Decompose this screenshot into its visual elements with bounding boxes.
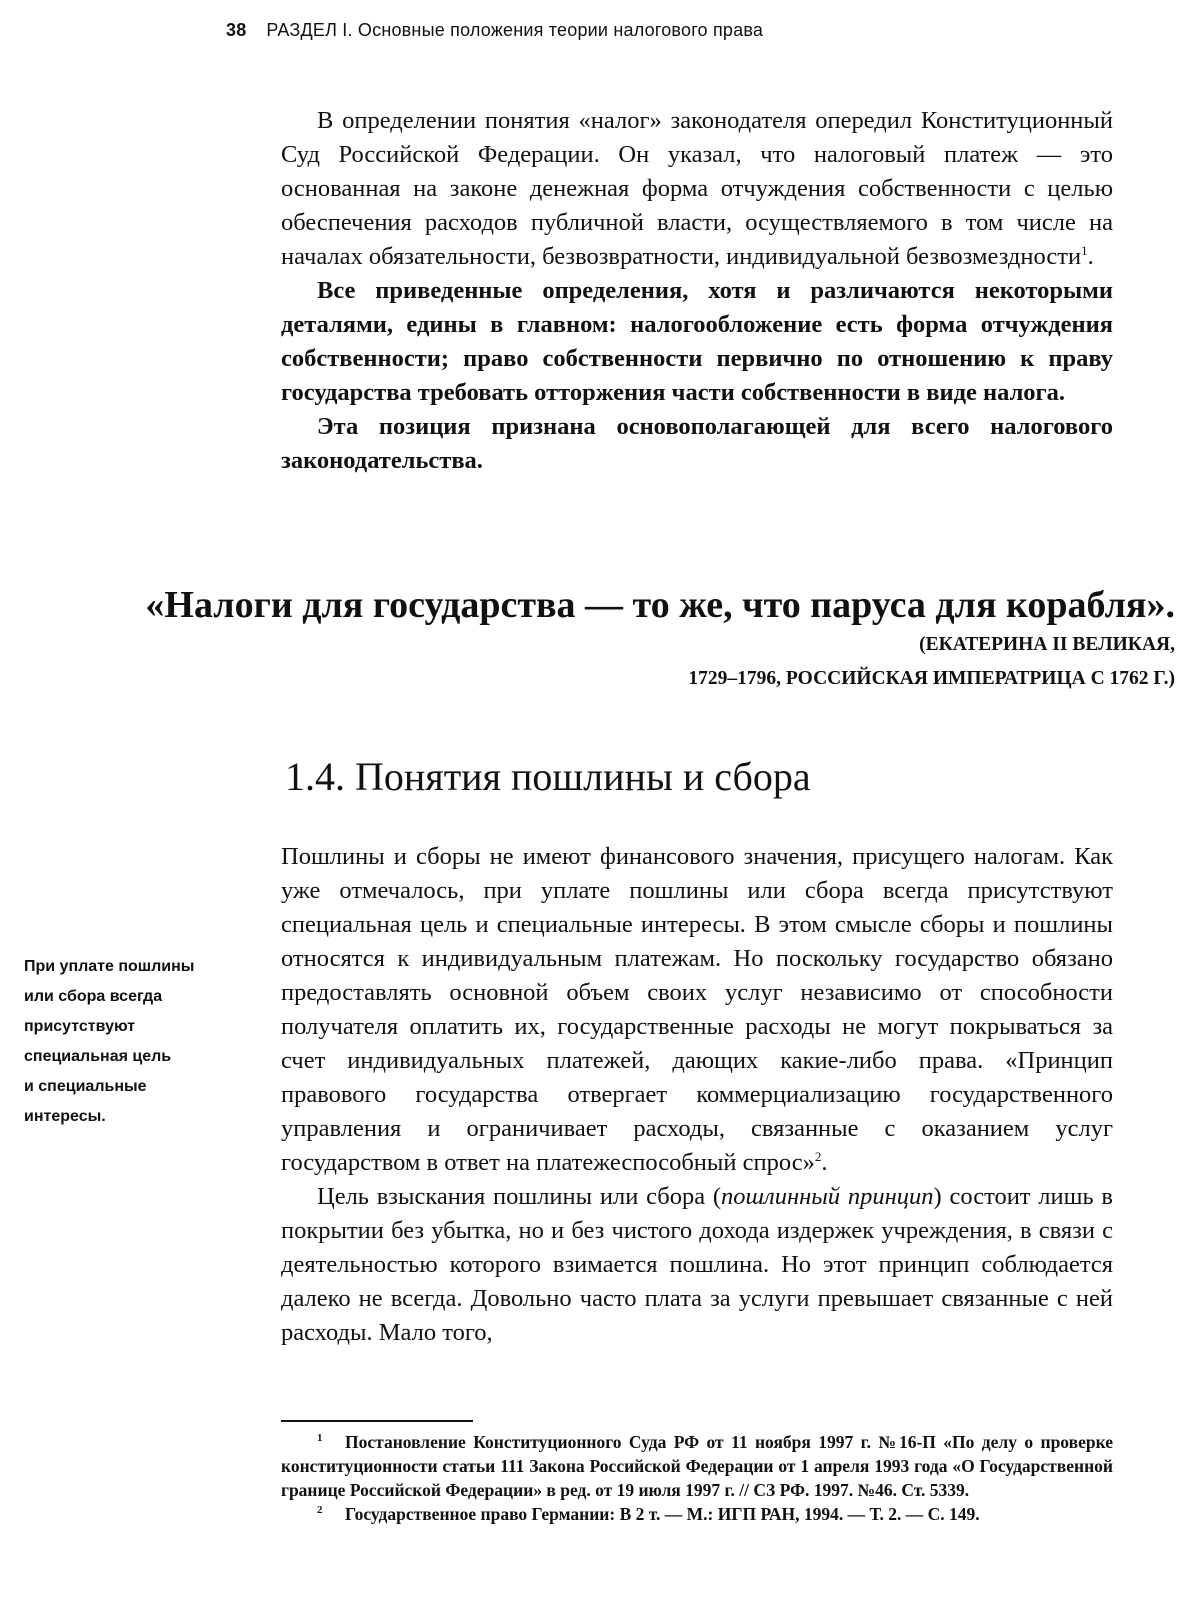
page-number: 38 — [226, 20, 247, 40]
intro-paragraph-2: Все приведенные определения, хотя и различаются некоторыми деталями, едины в главном: налогообложение есть форма отчуждения собственности; право собственности первично по отношению к праву государства требовать отторжения части собственности в виде налога. — [281, 277, 1113, 406]
epigraph-quote — [30, 582, 1175, 696]
footnote-divider — [281, 1420, 473, 1422]
quote-author-line-2: 1729–1796, РОССИЙСКАЯ ИМПЕРАТРИЦА С 1762 Г.) — [688, 668, 1175, 689]
intro-text — [281, 104, 1113, 478]
intro-paragraph-3: Эта позиция признана основополагающей для всего налогового законодательства. — [281, 413, 1113, 474]
section-paragraph-1 — [281, 840, 1113, 1180]
margin-note-line: При уплате пошлины — [24, 958, 195, 975]
quote-author-line-1: (ЕКАТЕРИНА II ВЕЛИКАЯ, — [919, 634, 1175, 655]
footnote-text: Постановление Конституционного Суда РФ от 11 ноября 1997 г. №16-П «По делу о проверке конституционности статьи 111 Закона Российской Федерации от 1 апреля 1993 года «О Государственной границе Российской Федерации» в ред. от 19 июля 1997 г. // СЗ РФ. 1997. №46. Ст. 5339. — [281, 1432, 1113, 1500]
section-paragraph-1-text: Пошлины и сборы не имеют финансового значения, присущего налогам. Как уже отмечалось, при уплате пошлины или сбора всегда присутствуют специальная цель и специальные интересы. В этом смысле сборы и пошлины относятся к индивидуальным платежам. Но поскольку государство обязано предоставлять основной объем своих услуг независимо от способности получателя оплатить их, государственные расходы не могут покрываться за счет индивидуальных платежей, дающих какие-либо права. «Принцип правового государства отвергает коммерциализацию государственного управления и ограничивает расходы, связанные с оказанием услуг государством в ответ на платежеспособный спрос» — [281, 843, 1113, 1176]
section-heading: 1.4. Понятия пошлины и сбора — [285, 754, 811, 799]
section-paragraph-2 — [281, 1180, 1113, 1350]
running-header-title: РАЗДЕЛ I. Основные положения теории налогового права — [266, 20, 764, 40]
intro-paragraph-1 — [281, 104, 1113, 274]
footnotes — [281, 1430, 1113, 1526]
section-paragraph-1-end: . — [821, 1149, 828, 1176]
margin-note — [24, 952, 239, 1132]
margin-note-line: интересы. — [24, 1108, 106, 1125]
duty-principle-term: пошлинный принцип — [721, 1183, 934, 1210]
quote-text: «Налоги для государства — то же, что паруса для корабля». — [145, 584, 1175, 626]
section-body — [281, 840, 1113, 1350]
footnote-ref-1: 1 — [1081, 242, 1088, 258]
footnote-text: Государственное право Германии: В 2 т. — М.: ИГП РАН, 1994. — Т. 2. — С. 149. — [345, 1504, 980, 1524]
footnote-2: 2 Государственное право Германии: В 2 т. — М.: ИГП РАН, 1994. — Т. 2. — С. 149. — [317, 1504, 980, 1524]
running-header — [226, 20, 763, 41]
intro-paragraph-1-end: . — [1087, 243, 1094, 270]
margin-note-line: присутствуют — [24, 1018, 136, 1035]
section-paragraph-2-rest: ) состоит лишь в покрытии без убытка, но и без чистого дохода издержек учреждения, в связи с деятельностью которого взимается пошлина. Но этот принцип соблюдается далеко не всегда. Довольно часто плата за услуги превышает связанные с ней расходы. Мало того, — [281, 1183, 1113, 1346]
intro-paragraph-1-text: В определении понятия «налог» законодателя опередил Конституционный Суд Российской Федерации. Он указал, что налоговый платеж — это основанная на законе денежная форма отчуждения собственности с целью обеспечения расходов публичной власти, осуществляемого в том числе на началах обязательности, безвозвратности, индивидуальной безвозмездности — [281, 107, 1113, 270]
section-paragraph-2-start: Цель взыскания пошлины или сбора ( — [317, 1183, 722, 1210]
footnote-1: 1 Постановление Конституционного Суда РФ от 11 ноября 1997 г. №16-П «По делу о проверке конституционности статьи 111 Закона Российской Федерации от 1 апреля 1993 года «О Государственной границе Российской Федерации» в ред. от 19 июля 1997 г. // СЗ РФ. 1997. №46. Ст. 5339. — [281, 1432, 1113, 1500]
margin-note-line: специальная цель — [24, 1048, 172, 1065]
margin-note-line: и специальные — [24, 1078, 147, 1095]
footnote-ref-2: 2 — [814, 1148, 822, 1164]
margin-note-line: или сбора всегда — [24, 988, 163, 1005]
